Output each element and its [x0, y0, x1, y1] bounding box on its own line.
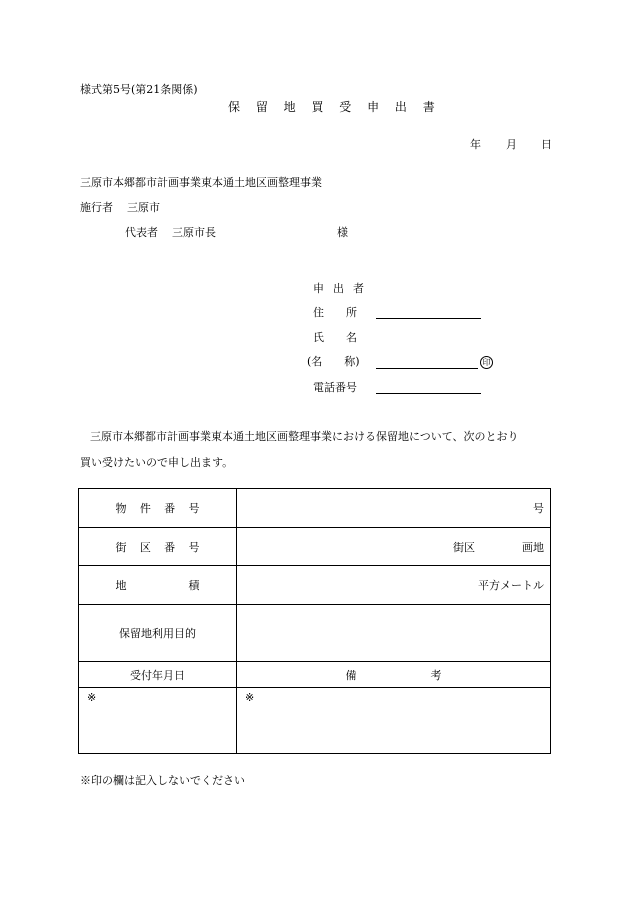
table-row	[79, 605, 551, 662]
body-text-line1: 三原市本郷都市計画事業東本通土地区画整理事業における保留地について、次のとおり	[90, 430, 519, 443]
name-field[interactable]	[376, 368, 478, 369]
area-label: 地 積	[115, 579, 200, 592]
property-number-cell[interactable]	[237, 489, 551, 528]
property-number-unit: 号	[533, 502, 544, 515]
table-row	[79, 528, 551, 566]
seal-mark: 印	[480, 356, 493, 369]
date-year: 年	[470, 138, 481, 151]
executor-value: 三原市	[127, 201, 160, 214]
executor-label: 施行者	[80, 201, 113, 214]
received-date-cell	[79, 688, 237, 754]
area-unit: 平方メートル	[478, 579, 544, 592]
document-title: 保 留 地 買 受 申 出 書	[228, 100, 441, 114]
date-day: 日	[541, 138, 552, 151]
office-use-mark-right: ※	[245, 691, 255, 704]
area-label-cell	[79, 566, 237, 605]
org-name-label: (名 称)	[307, 355, 360, 368]
property-number-label-cell	[79, 489, 237, 528]
address-label: 住 所	[313, 306, 357, 319]
remarks-label: 備 考	[345, 668, 442, 682]
body-text-line2: 買い受けたいので申し出ます。	[80, 456, 234, 469]
purpose-label: 保留地利用目的	[119, 627, 196, 640]
representative-value: 三原市長	[172, 226, 216, 239]
block-unit: 街区	[453, 540, 475, 554]
applicant-heading: 申 出 者	[313, 282, 367, 295]
area-cell[interactable]	[237, 566, 551, 605]
footnote: ※印の欄は記入しないでください	[80, 774, 245, 787]
phone-label: 電話番号	[313, 381, 357, 394]
lot-unit: 画地	[522, 540, 544, 554]
honorific: 様	[337, 226, 348, 239]
received-date-label-cell	[79, 662, 237, 688]
block-number-label: 街 区 番 号	[115, 540, 200, 554]
table-row	[79, 688, 551, 754]
phone-field[interactable]	[376, 393, 481, 394]
property-number-label: 物 件 番 号	[115, 502, 200, 515]
remarks-label-cell	[237, 662, 551, 688]
address-field[interactable]	[376, 318, 481, 319]
purpose-cell[interactable]	[237, 605, 551, 662]
block-number-label-cell	[79, 528, 237, 566]
date-month: 月	[506, 138, 517, 151]
remarks-cell	[237, 688, 551, 754]
table-row	[79, 566, 551, 605]
form-number: 様式第5号(第21条関係)	[80, 83, 198, 96]
application-table	[78, 488, 551, 754]
representative-label: 代表者	[125, 226, 158, 239]
project-name: 三原市本郷都市計画事業東本通土地区画整理事業	[80, 176, 322, 189]
table-row	[79, 662, 551, 688]
office-use-mark-left: ※	[87, 691, 97, 704]
block-number-cell[interactable]	[237, 528, 551, 566]
purpose-label-cell	[79, 605, 237, 662]
table-row	[79, 489, 551, 528]
received-date-label: 受付年月日	[130, 668, 185, 682]
name-label: 氏 名	[313, 331, 357, 344]
